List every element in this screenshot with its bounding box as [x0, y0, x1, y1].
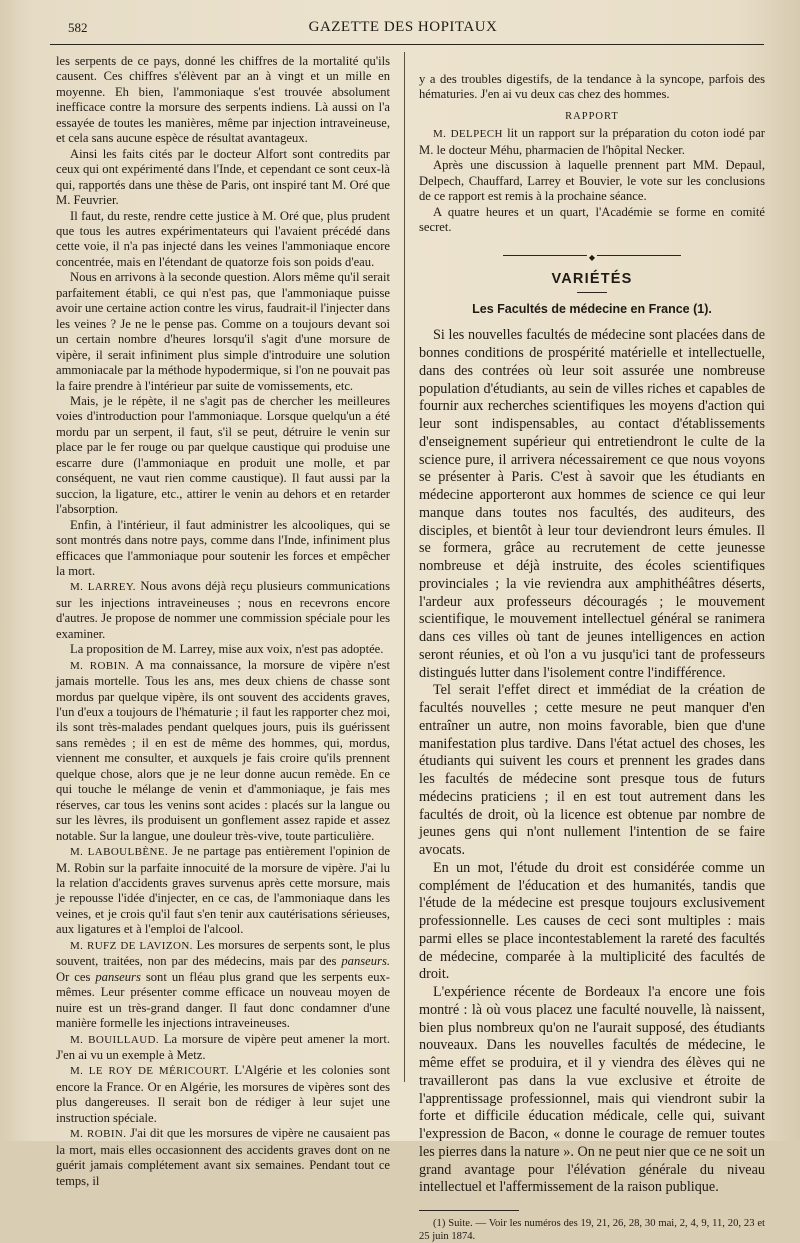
speech-larrey [56, 579, 390, 642]
speech-robin [56, 658, 390, 844]
speech-text: sont un fléau plus grand que les serpents eux-mêmes. Leur présenter comme efficace un nouveau moyen de nuire est un très-grand danger. Il faut donc condamner d'une manière formelle les injections intraveineuses. [56, 969, 390, 1031]
speaker-name: M. BOUILLAUD. [70, 1033, 160, 1046]
speech-le-roy [56, 1063, 390, 1126]
speech-text: Nous avons déjà reçu plusieurs communications sur les injections intraveineuses ; nous en recevrons encore d'autres. Je propose de nommer une commission spéciale pour les examiner. [56, 579, 390, 641]
speech-text: lit un rapport sur la préparation du coton iodé par M. le docteur Méhu, pharmacien de l'hôpital Necker. [419, 126, 766, 157]
running-title: GAZETTE DES HOPITAUX [308, 19, 498, 35]
diamond-icon: ◆ [587, 250, 597, 265]
speaker-name: M. LARREY. [70, 581, 136, 594]
footnote-rule [419, 1210, 519, 1211]
speaker-name: M. ROBIN. [70, 1128, 127, 1141]
paragraph: Ainsi les faits cités par le docteur Alfort sont contredits par ceux qui ont expérimenté dans l'Inde, et cependant ce sont ceux-là qui, rapportés dans une thèse de Paris, ont inspiré tant M. Oré que M. Feuvrier. [56, 146, 390, 208]
column-divider [404, 52, 405, 1082]
speech-text: Or ces [56, 969, 96, 984]
paragraph: Mais, je le répète, il ne s'agit pas de chercher les meilleures voies d'introduction pour l'ammoniaque. Lorsque quelqu'un a été mordu par un serpent, il faut, s'il se peut, détruire le venin sur place par le fer rouge ou par quelque caustique qui produise une escarre dure (l'ammoniaque en produit une molle, et par conséquent, ne vaut rien comme caustique). Il faut aussi par la succion, la ligature, etc., attirer le venin au dehors et en retarder l'absorption. [56, 393, 390, 517]
page-number: 582 [68, 20, 88, 35]
speech-text: Je ne partage pas entièrement l'opinion de M. Robin sur la parfaite innocuité de la morsure de vipère. J'ai lu la relation d'accidents graves survenus après cette morsure, mais je repousse l'idée d'injecter, en ce cas, de l'ammoniaque dans les veines, et je crois qu'il faut s'en tenir aux cautérisations sérieuses, aux ligatures et à l'emploi de l'alcool. [56, 844, 390, 937]
speaker-name: M. LABOULBÈNE. [70, 846, 169, 859]
paragraph: Il faut, du reste, rendre cette justice à M. Oré que, plus prudent que tous les autres expérimentateurs qui l'avaient précédé dans cette voie, il n'a pas injecté dans les veines l'ammoniaque encore concentrée, mais en l'étendant de quatorze fois son poids d'eau. [56, 208, 390, 269]
paragraph: Nous en arrivons à la seconde question. Alors même qu'il serait parfaitement établi, ce qui n'est pas, que l'ammoniaque puisse avoir une certaine action contre les virus, faudrait-il l'injecter dans les veines ? Je ne le pense pas. Comme on a toujours devant soi un certain nombre d'heures lorsqu'il s'agit d'une morsure de vipère, il serait infiniment plus simple d'introduire une solution ammoniacale par la méthode hypodermique, si l'on ne pouvait pas la faire prendre à l'intérieur par suite de vomissements, etc. [56, 270, 390, 393]
speech-text: Les morsures de serpents sont, le plus souvent, traitées, non par des médecins, mais par des [56, 937, 390, 969]
paragraph: A quatre heures et un quart, l'Académie se forme en comité secret. [419, 204, 765, 235]
left-column [56, 54, 390, 1189]
speech-delpech [419, 126, 765, 158]
article-body [419, 327, 765, 1197]
paragraph: Après une discussion à laquelle prennent part MM. Depaul, Delpech, Chauffard, Larrey et Bouvier, le vote sur les conclusions de ce rapport est remis à la prochaine séance. [419, 158, 765, 204]
speech-robin [56, 1126, 390, 1189]
speaker-name: M. RUFZ DE LAVIZON. [70, 939, 193, 952]
rapport-heading: RAPPORT [565, 110, 619, 122]
paragraph: y a des troubles digestifs, de la tendance à la syncope, parfois des hématuries. J'en ai vu deux cas chez des hommes. [419, 72, 765, 102]
speaker-name: M. DELPECH [433, 128, 503, 141]
paragraph: Tel serait l'effet direct et immédiat de la création de facultés nouvelles ; cette mesure ne peut manquer d'en entraîner un autre, non moins favorable, bien que d'une manifestation plus tardive. Dans l'état actuel des choses, les étudiants qui suivent les cours et prennent les grades dans les facultés de médecine sont presque tous de futurs médecins praticiens ; il en est tout autrement dans les facultés de droit, où la licence est obtenue par nombre de jeunes gens qui n'ont nullement l'intention de se faire avocats. [419, 682, 765, 859]
speech-text: J'ai dit que les morsures de vipère ne causaient pas la mort, mais elles occasionnent des accidents graves dont on ne guérit jamais complétement avant six semaines. Pendant tout ce temps, il [56, 1126, 390, 1188]
header-rule [50, 44, 764, 45]
article-title: Les Facultés de médecine en France (1). [472, 301, 712, 316]
speech-text: La morsure de vipère peut amener la mort. J'en ai vu un exemple à Metz. [56, 1031, 391, 1062]
speech-text: L'Algérie et les colonies sont encore la France. Or en Algérie, les morsures de vipères sont des plus dangereuses. Il serait bon de rédiger à leur sujet une instruction spéciale. [56, 1063, 391, 1125]
emphasis: panseurs. [341, 954, 390, 969]
page-header [40, 14, 766, 42]
section-title: VARIÉTÉS [551, 270, 633, 287]
title-rule [577, 292, 607, 293]
footnote: (1) Suite. — Voir les numéros des 19, 21, 26, 28, 30 mai, 2, 4, 9, 11, 20, 23 et 25 juin 1874. [419, 1218, 765, 1243]
section-ornament [419, 250, 765, 260]
paragraph: Si les nouvelles facultés de médecine sont placées dans de bonnes conditions de prospérité matérielle et intellectuelle, dans des contrées où leur soit assurée une nombreuse population d'étudiants, au sein de villes riches et capables de fournir aux recherches scientifiques les moyens d'action qui leur sont indispensables, au contact d'établissements d'enseignement supérieur qui entretiendront le culte de la science pure, il arrivera nécessairement ce que nous voyons se présenter à Paris. C'est à savoir que les étudiants en médecine apporteront aux hommes de science ce qui leur manque dans toutes nos facultés, des auditeurs, des disciples, et bientôt à leur tour deviendront leurs émules. Il se formera, grâce au recrutement de cette jeunesse nombreuse et déjà instruite, des écoles scientifiques provinciales ; la vie reviendra aux amphithéâtres déserts, l'ardeur aux professeurs découragés ; le mouvement scientifique, le mouvement intellectuel général se ranimera dans ces villes où tant de jeunes intelligences en action seront réunies, et où l'on a vu jusqu'ici tant de professeurs distingués lutter dans l'isolement contre l'indifférence. [419, 327, 765, 681]
speech-laboulbene [56, 844, 390, 938]
speaker-name: M. LE ROY DE MÉRICOURT. [70, 1065, 229, 1078]
emphasis: panseurs [95, 969, 141, 984]
paragraph: Enfin, à l'intérieur, il faut administrer les alcooliques, qui se sont montrés dans notre pays, comme dans l'Inde, infiniment plus efficaces que l'ammoniaque pour soutenir les forces et empêcher la mort. [56, 517, 390, 578]
paragraph: les serpents de ce pays, donné les chiffres de la mortalité qu'ils causent. Ces chiffres s'élèvent par an à vingt et un mille en moyenne. Eh bien, l'ammoniaque s'est trouvée absolument inefficace contre la morsure des serpents indiens. Là aussi on l'a essayée de toutes les manières, même par injection intraveineuse, et cela sans aucune espèce de résultat avantageux. [56, 54, 390, 146]
paragraph: En un mot, l'étude du droit est considérée comme un complément de l'éducation et des humanités, tandis que l'étude de la médecine est presque toujours exclusivement professionnelle. Les causes de ceci sont multiples : mais parmi elles se place incontestablement la rareté des facultés de médecine, comparée à la multiplicité des facultés de droit. [419, 859, 765, 983]
paragraph: L'expérience récente de Bordeaux l'a encore une fois montré : là où vous placez une faculté nouvelle, là naissent, bien plus nombreux qu'on ne l'aurait supposé, des étudiants nouveaux. Dans les nouvelles facultés de médecine, le même effet se produira, et il y viendra des élèves qui ne travailleront pas dans la vue exclusive et étroite de l'apprentissage professionnel, mais qui viendront subir la forte et difficile éducation médicale, celle qui, suivant l'expression de Bacon, « donne le courage de remuer toutes les pierres dans la nature ». On ne peut nier que ce ne soit un grand avantage pour l'élévation générale du niveau intellectuel et l'affermissement de la raison publique. [419, 984, 765, 1196]
right-column [419, 72, 765, 1243]
speaker-name: M. ROBIN. [70, 659, 130, 672]
speech-text: A ma connaissance, la morsure de vipère n'est jamais mortelle. Tous les ans, mes deux chiens de chasse sont mordus par quelque vipère, ils ont souvent des accidents graves, l'un d'eux a toujours de l'hématurie ; il faut les rapporter chez moi, ils sont très-malades pendant quelques jours, puis ils guérissent sans remèdes ; il en est de même des hommes, qui, mordus, viennent me consulter, et auxquels je fais croire qu'ils prennent quelque chose, alors que je ne leur donne aucun remède. En ce qui touche le mélange de venin et d'ammoniaque, je fais mes réserves, car tous les venins sont acides : placés sur la langue ou sur les lèvres, ils produisent un gonflement assez rapide et assez notable. Sur la langue, une douleur très-vive, toute particulière. [56, 657, 390, 843]
speech-rufz [56, 938, 390, 1032]
paragraph: La proposition de M. Larrey, mise aux voix, n'est pas adoptée. [70, 642, 384, 657]
speech-bouillaud [56, 1032, 390, 1064]
